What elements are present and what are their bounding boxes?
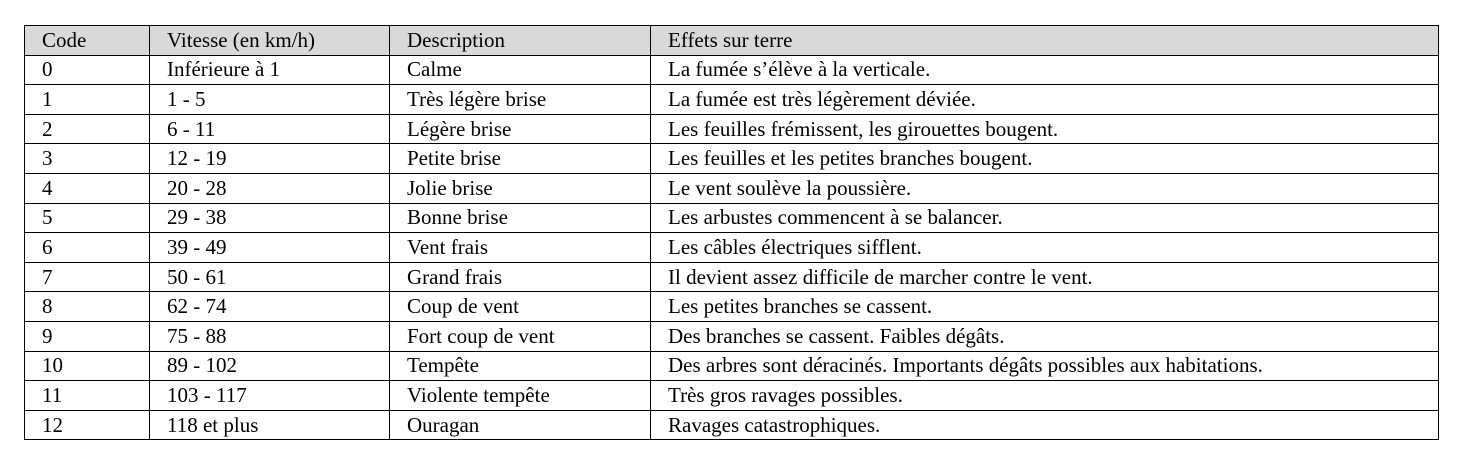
header-description: Description: [390, 26, 651, 56]
cell-description: Jolie brise: [390, 173, 651, 203]
table-row: [25, 410, 1439, 440]
header-speed: Vitesse (en km/h): [150, 26, 390, 56]
cell-description: Fort coup de vent: [390, 321, 651, 351]
cell-code: 6: [25, 233, 150, 263]
cell-code: 2: [25, 114, 150, 144]
cell-code: 3: [25, 144, 150, 174]
cell-speed: 118 et plus: [150, 410, 390, 440]
cell-description: Très légère brise: [390, 85, 651, 115]
cell-description: Petite brise: [390, 144, 651, 174]
cell-description: Calme: [390, 55, 651, 85]
cell-effect: Des branches se cassent. Faibles dégâts.: [651, 321, 1439, 351]
cell-code: 11: [25, 381, 150, 411]
cell-description: Coup de vent: [390, 292, 651, 322]
cell-effect: Il devient assez difficile de marcher contre le vent.: [651, 262, 1439, 292]
table-row: [25, 203, 1439, 233]
cell-effect: Très gros ravages possibles.: [651, 381, 1439, 411]
cell-speed: 1 - 5: [150, 85, 390, 115]
cell-speed: 62 - 74: [150, 292, 390, 322]
table-row: [25, 262, 1439, 292]
cell-code: 12: [25, 410, 150, 440]
table-row: [25, 173, 1439, 203]
cell-description: Légère brise: [390, 114, 651, 144]
cell-speed: 89 - 102: [150, 351, 390, 381]
cell-effect: Les feuilles frémissent, les girouettes bougent.: [651, 114, 1439, 144]
cell-effect: Les feuilles et les petites branches bougent.: [651, 144, 1439, 174]
cell-effect: Les arbustes commencent à se balancer.: [651, 203, 1439, 233]
header-code: Code: [25, 26, 150, 56]
cell-description: Grand frais: [390, 262, 651, 292]
cell-code: 8: [25, 292, 150, 322]
cell-code: 5: [25, 203, 150, 233]
table-row: [25, 114, 1439, 144]
cell-description: Vent frais: [390, 233, 651, 263]
cell-speed: 20 - 28: [150, 173, 390, 203]
cell-speed: 6 - 11: [150, 114, 390, 144]
cell-speed: Inférieure à 1: [150, 55, 390, 85]
cell-code: 0: [25, 55, 150, 85]
cell-description: Ouragan: [390, 410, 651, 440]
cell-effect: Le vent soulève la poussière.: [651, 173, 1439, 203]
table-row: [25, 144, 1439, 174]
table-header-row: [25, 26, 1439, 56]
cell-speed: 50 - 61: [150, 262, 390, 292]
cell-code: 4: [25, 173, 150, 203]
cell-code: 9: [25, 321, 150, 351]
cell-code: 10: [25, 351, 150, 381]
cell-effect: Les câbles électriques sifflent.: [651, 233, 1439, 263]
cell-effect: Les petites branches se cassent.: [651, 292, 1439, 322]
cell-speed: 29 - 38: [150, 203, 390, 233]
cell-description: Bonne brise: [390, 203, 651, 233]
table-row: [25, 85, 1439, 115]
cell-effect: La fumée s’élève à la verticale.: [651, 55, 1439, 85]
beaufort-table: [24, 25, 1439, 440]
cell-speed: 75 - 88: [150, 321, 390, 351]
table-row: [25, 233, 1439, 263]
cell-effect: Des arbres sont déracinés. Importants dégâts possibles aux habitations.: [651, 351, 1439, 381]
table-row: [25, 292, 1439, 322]
table-row: [25, 321, 1439, 351]
cell-speed: 39 - 49: [150, 233, 390, 263]
table-row: [25, 55, 1439, 85]
cell-description: Violente tempête: [390, 381, 651, 411]
table-row: [25, 351, 1439, 381]
cell-effect: La fumée est très légèrement déviée.: [651, 85, 1439, 115]
cell-effect: Ravages catastrophiques.: [651, 410, 1439, 440]
header-effects: Effets sur terre: [651, 26, 1439, 56]
table-row: [25, 381, 1439, 411]
cell-code: 1: [25, 85, 150, 115]
cell-description: Tempête: [390, 351, 651, 381]
cell-speed: 12 - 19: [150, 144, 390, 174]
cell-speed: 103 - 117: [150, 381, 390, 411]
cell-code: 7: [25, 262, 150, 292]
